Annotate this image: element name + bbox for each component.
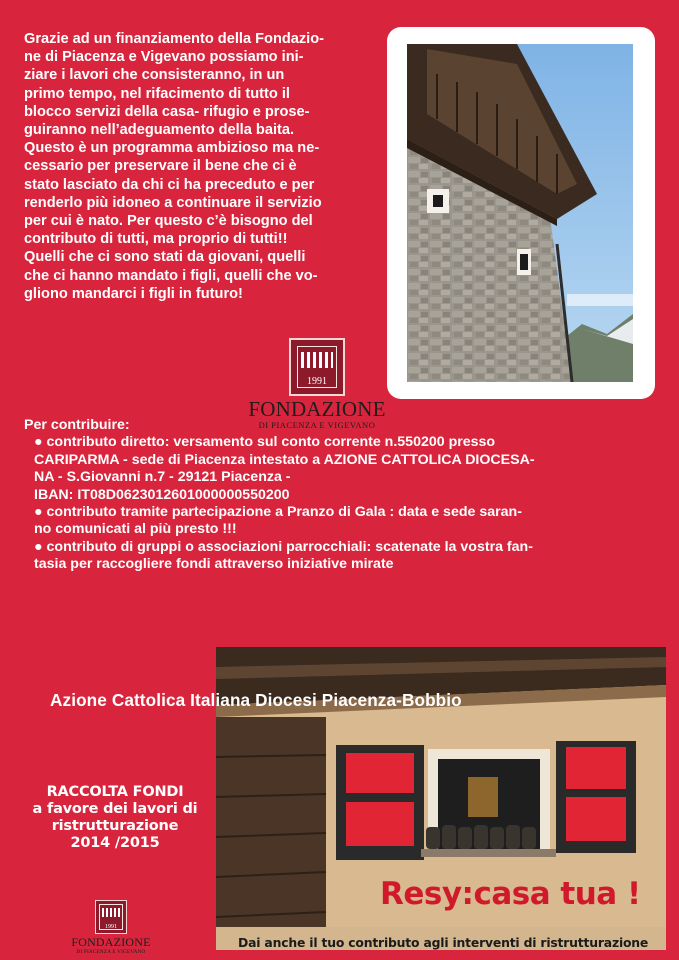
fundraising-years: 2014 /2015: [70, 835, 160, 851]
chalet-illustration: [407, 44, 633, 382]
fondazione-logo-small: [65, 900, 157, 955]
intro-paragraph: Grazie ad un finanziamento della Fondazio- ne di Piacenza e Vigevano possiamo ini- ziare i lavori che consisteranno, in un primo tempo, nel rifacimento di tutto il blocco servizi della casa- rifugio e prose- guiranno nell’adeguamento della baita. Questo è un programma ambizioso ma ne- cessario per preservare il bene che ci è stato lasciato da chi ci ha preceduto e per renderlo più idoneo a continuare il servizio per cui è nato. Per questo c’è bisogno del contributo di tutti, ma proprio di tutti!! Quelli che ci sono stati da giovani, quelli che ci hanno mandato i figli, quelli che vo- gliono mandarci i figli in futuro!: [24, 31, 325, 302]
contribute-section: [24, 417, 654, 574]
fondazione-emblem: [289, 338, 345, 396]
logo-year: 1991: [307, 376, 327, 387]
logo-name-small: FONDAZIONE: [71, 935, 151, 949]
logo-name: FONDAZIONE: [248, 397, 386, 421]
contribute-item-gala: ● contributo tramite partecipazione a Pranzo di Gala : data e sede saran- no comunicati al più presto !!!: [34, 504, 522, 538]
contribute-item-bank-details: CARIPARMA - sede di Piacenza intestato a AZIONE CATTOLICA DIOCESA- NA - S.Giovanni n.7 - 29121 Piacenza - IBAN: IT08D0623012601000000550200: [34, 451, 535, 503]
organization-name: Azione Cattolica Italiana Diocesi Piacenza-Bobbio: [50, 690, 462, 710]
logo-subtitle-small: DI PIACENZA E VIGEVANO: [76, 949, 146, 955]
logo-subtitle: DI PIACENZA E VIGEVANO: [258, 420, 376, 430]
logo-year-small: 1991: [105, 924, 117, 930]
fondazione-emblem-small: [95, 900, 127, 934]
fundraising-line-2: a favore dei lavori di: [32, 801, 198, 817]
contribute-item-groups: ● contributo di gruppi o associazioni parrocchiali: scatenate la vostra fan- tasia per raccogliere fondi attraverso iniziative mirate: [34, 538, 533, 573]
contribute-item-direct: ● contributo diretto: versamento sul conto corrente n.550200 presso: [34, 434, 496, 451]
fundraising-line-3: ristrutturazione: [51, 818, 179, 834]
slogan: Resy:casa tua !: [380, 876, 641, 912]
fundraising-block: [20, 784, 210, 852]
chalet-photo: [407, 44, 633, 382]
contribute-heading: Per contribuire:: [24, 417, 130, 433]
chalet-photo-card: [387, 27, 655, 399]
tagline: Dai anche il tuo contributo agli interventi di ristrutturazione: [238, 935, 649, 950]
fundraising-title: RACCOLTA FONDI: [46, 784, 184, 800]
